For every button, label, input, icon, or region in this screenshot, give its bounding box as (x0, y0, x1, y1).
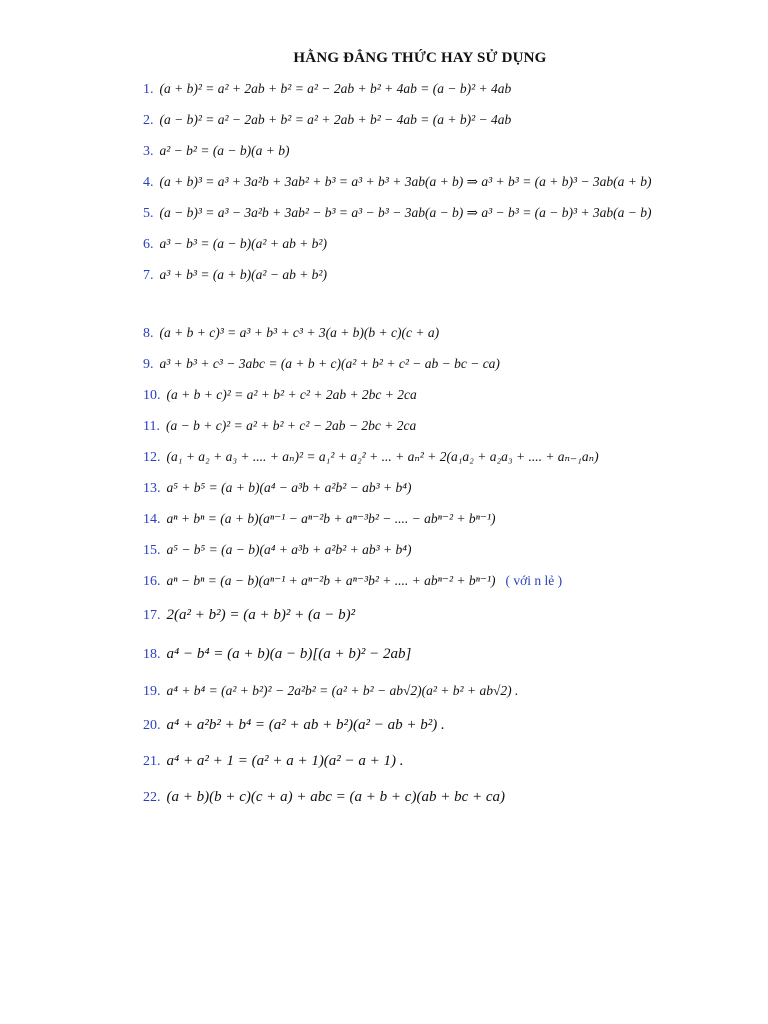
formula-row-3 (143, 141, 290, 162)
formula-row-7 (143, 265, 327, 286)
formula-text: (a + b)³ = a³ + 3a²b + 3ab² + b³ = a³ + b³ + 3ab(a + b) ⇒ a³ + b³ = (a + b)³ − 3ab(a + b) (159, 174, 652, 189)
formula-number: 15. (143, 543, 161, 558)
formula-number: 22. (143, 790, 161, 805)
formula-row-5 (143, 203, 652, 224)
formula-number: 21. (143, 754, 161, 769)
formula-number: 4. (143, 175, 154, 190)
formula-number: 17. (143, 608, 161, 623)
formula-row-20 (143, 715, 445, 736)
formula-row-18 (143, 644, 411, 665)
formula-row-2 (143, 110, 511, 131)
formula-text: a³ + b³ = (a + b)(a² − ab + b²) (159, 267, 327, 282)
formula-number: 5. (143, 206, 154, 221)
formula-number: 8. (143, 326, 154, 341)
formula-row-15 (143, 540, 411, 561)
formula-row-21 (143, 751, 404, 772)
formula-number: 18. (143, 647, 161, 662)
formula-text: 2(a² + b²) = (a + b)² + (a − b)² (166, 607, 356, 623)
formula-text: (a + b + c)² = a² + b² + c² + 2ab + 2bc + 2ca (166, 387, 417, 402)
formula-number: 16. (143, 574, 161, 589)
formula-number: 1. (143, 82, 154, 97)
formula-row-22 (143, 787, 505, 808)
formula-text: a⁴ + a²b² + b⁴ = (a² + ab + b²)(a² − ab + b²) . (166, 717, 445, 733)
formula-row-4 (143, 172, 652, 193)
formula-number: 20. (143, 718, 161, 733)
formula-text: a⁴ + b⁴ = (a² + b²)² − 2a²b² = (a² + b² − ab√2)(a² + b² + ab√2) . (166, 683, 519, 698)
formula-number: 9. (143, 357, 154, 372)
formula-text: aⁿ + bⁿ = (a + b)(aⁿ⁻¹ − aⁿ⁻²b + aⁿ⁻³b² − .... − abⁿ⁻² + bⁿ⁻¹) (166, 511, 496, 526)
formula-text: a⁵ + b⁵ = (a + b)(a⁴ − a³b + a²b² − ab³ + b⁴) (166, 480, 412, 495)
formula-text: (a − b)² = a² − 2ab + b² = a² + 2ab + b² − 4ab = (a + b)² − 4ab (159, 112, 512, 127)
formula-number: 12. (143, 450, 161, 465)
formula-number: 14. (143, 512, 161, 527)
formula-row-8 (143, 323, 439, 344)
page-title: HẰNG ĐẲNG THỨC HAY SỬ DỤNG (293, 50, 547, 66)
formula-number: 3. (143, 144, 154, 159)
formula-row-16 (143, 571, 562, 592)
formula-number: 6. (143, 237, 154, 252)
formula-text: (a − b)³ = a³ − 3a²b + 3ab² − b³ = a³ − b³ − 3ab(a − b) ⇒ a³ − b³ = (a − b)³ + 3ab(a − b) (159, 205, 652, 220)
formula-number: 11. (143, 419, 160, 434)
formula-text: (a + b)² = a² + 2ab + b² = a² − 2ab + b² + 4ab = (a − b)² + 4ab (159, 81, 512, 96)
formula-row-9 (143, 354, 500, 375)
formula-number: 13. (143, 481, 161, 496)
formula-row-11 (143, 416, 416, 437)
formula-text: a⁴ + a² + 1 = (a² + a + 1)(a² − a + 1) . (166, 753, 404, 769)
formula-text: a² − b² = (a − b)(a + b) (159, 143, 290, 158)
formula-row-1 (143, 79, 511, 100)
formula-note: ( với n lẻ ) (505, 573, 563, 588)
formula-number: 10. (143, 388, 161, 403)
formula-number: 7. (143, 268, 154, 283)
formula-row-10 (143, 385, 417, 406)
formula-row-17 (143, 605, 355, 626)
formula-row-13 (143, 478, 411, 499)
formula-row-19 (143, 681, 518, 702)
formula-text: a⁴ − b⁴ = (a + b)(a − b)[(a + b)² − 2ab] (166, 646, 412, 662)
formula-text: a³ + b³ + c³ − 3abc = (a + b + c)(a² + b² + c² − ab − bc − ca) (159, 356, 500, 371)
formula-number: 19. (143, 684, 161, 699)
formula-text: a⁵ − b⁵ = (a − b)(a⁴ + a³b + a²b² + ab³ + b⁴) (166, 542, 412, 557)
formula-row-6 (143, 234, 327, 255)
formula-text: a³ − b³ = (a − b)(a² + ab + b²) (159, 236, 327, 251)
formula-number: 2. (143, 113, 154, 128)
formula-text: (a₁ + a₂ + a₃ + .... + aₙ)² = a₁² + a₂² + ... + aₙ² + 2(a₁a₂ + a₂a₃ + .... + aₙ₋₁aₙ) (166, 449, 599, 464)
formula-row-14 (143, 509, 496, 530)
formula-row-12 (143, 447, 599, 468)
formula-text: (a + b)(b + c)(c + a) + abc = (a + b + c)(ab + bc + ca) (166, 789, 505, 805)
formula-text: aⁿ − bⁿ = (a − b)(aⁿ⁻¹ + aⁿ⁻²b + aⁿ⁻³b² + .... + abⁿ⁻² + bⁿ⁻¹) (166, 573, 496, 588)
formula-text: (a − b + c)² = a² + b² + c² − 2ab − 2bc + 2ca (165, 418, 417, 433)
formula-text: (a + b + c)³ = a³ + b³ + c³ + 3(a + b)(b + c)(c + a) (159, 325, 440, 340)
